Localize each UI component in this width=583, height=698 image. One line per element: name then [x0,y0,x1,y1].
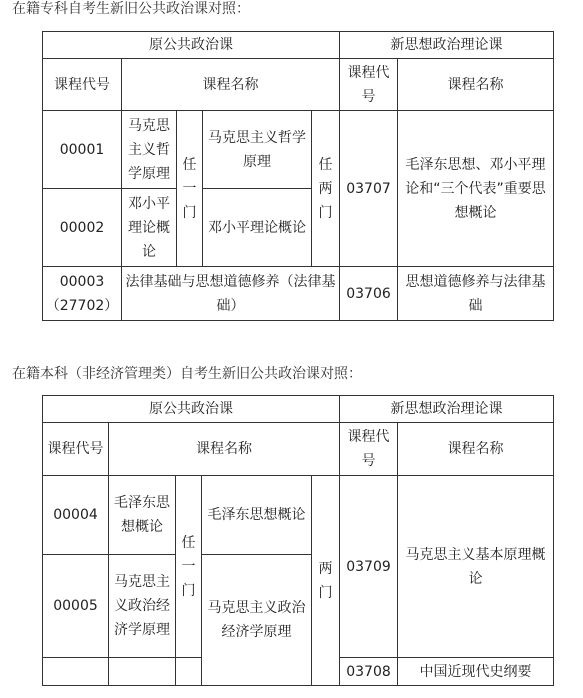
new-course-code: 03707 [340,111,398,267]
course-code: 00003（27702） [43,267,122,321]
section1-heading: 在籍专科自考生新旧公共政治课对照： [12,1,250,17]
course-code: 00004 [43,476,109,555]
table-undergraduate [42,395,554,686]
course-code: 00005 [43,555,109,658]
course-full-name: 马克思主义哲学原理 [203,111,312,189]
course-short-name: 马克思主义政治经济学原理 [109,555,176,658]
col-header-code: 课程代号 [43,423,109,476]
course-code: 00002 [43,189,122,267]
course-full-name: 毛泽东思想概论 [202,476,312,555]
course-short-name: 邓小平理论概论 [122,189,177,267]
col-header-code: 课程代号 [43,59,122,111]
course-short-name: 马克思主义哲学原理 [122,111,177,189]
new-course-name: 思想道德修养与法律基础 [398,267,554,321]
new-col-header-code: 课程代号 [340,59,398,111]
new-course-header: 新思想政治理论课 [340,396,554,423]
course-full-name: 法律基础与思想道德修养（法律基础） [122,267,340,321]
choose-two-label: 两门 [312,476,340,686]
course-short-name: 毛泽东思想概论 [109,476,176,555]
section2-heading: 在籍本科（非经济管理类）自考生新旧公共政治课对照： [12,366,362,382]
new-course-code: 03706 [340,267,398,321]
old-course-header: 原公共政治课 [43,396,340,423]
new-course-name: 马克思主义基本原理概论 [398,476,554,658]
new-course-header: 新思想政治理论课 [340,32,554,59]
course-full-name: 邓小平理论概论 [203,189,312,267]
new-col-header-code: 课程代号 [340,423,398,476]
col-header-name: 课程名称 [109,423,340,476]
new-col-header-name: 课程名称 [398,59,554,111]
new-course-name: 毛泽东思想、邓小平理论和“三个代表”重要思想概论 [398,111,554,267]
choose-one-label: 任一门 [176,476,202,658]
empty-cell [109,658,176,686]
empty-cell [43,658,109,686]
old-course-header: 原公共政治课 [43,32,340,59]
course-code: 00001 [43,111,122,189]
new-course-name: 中国近现代史纲要 [398,658,554,686]
empty-cell [176,658,202,686]
col-header-name: 课程名称 [122,59,340,111]
table-specialty [42,31,554,321]
new-course-code: 03708 [340,658,398,686]
course-full-name: 马克思主义政治经济学原理 [202,555,312,686]
new-course-code: 03709 [340,476,398,658]
new-col-header-name: 课程名称 [398,423,554,476]
choose-one-label: 任一门 [177,111,203,267]
choose-two-label: 任两门 [312,111,340,267]
